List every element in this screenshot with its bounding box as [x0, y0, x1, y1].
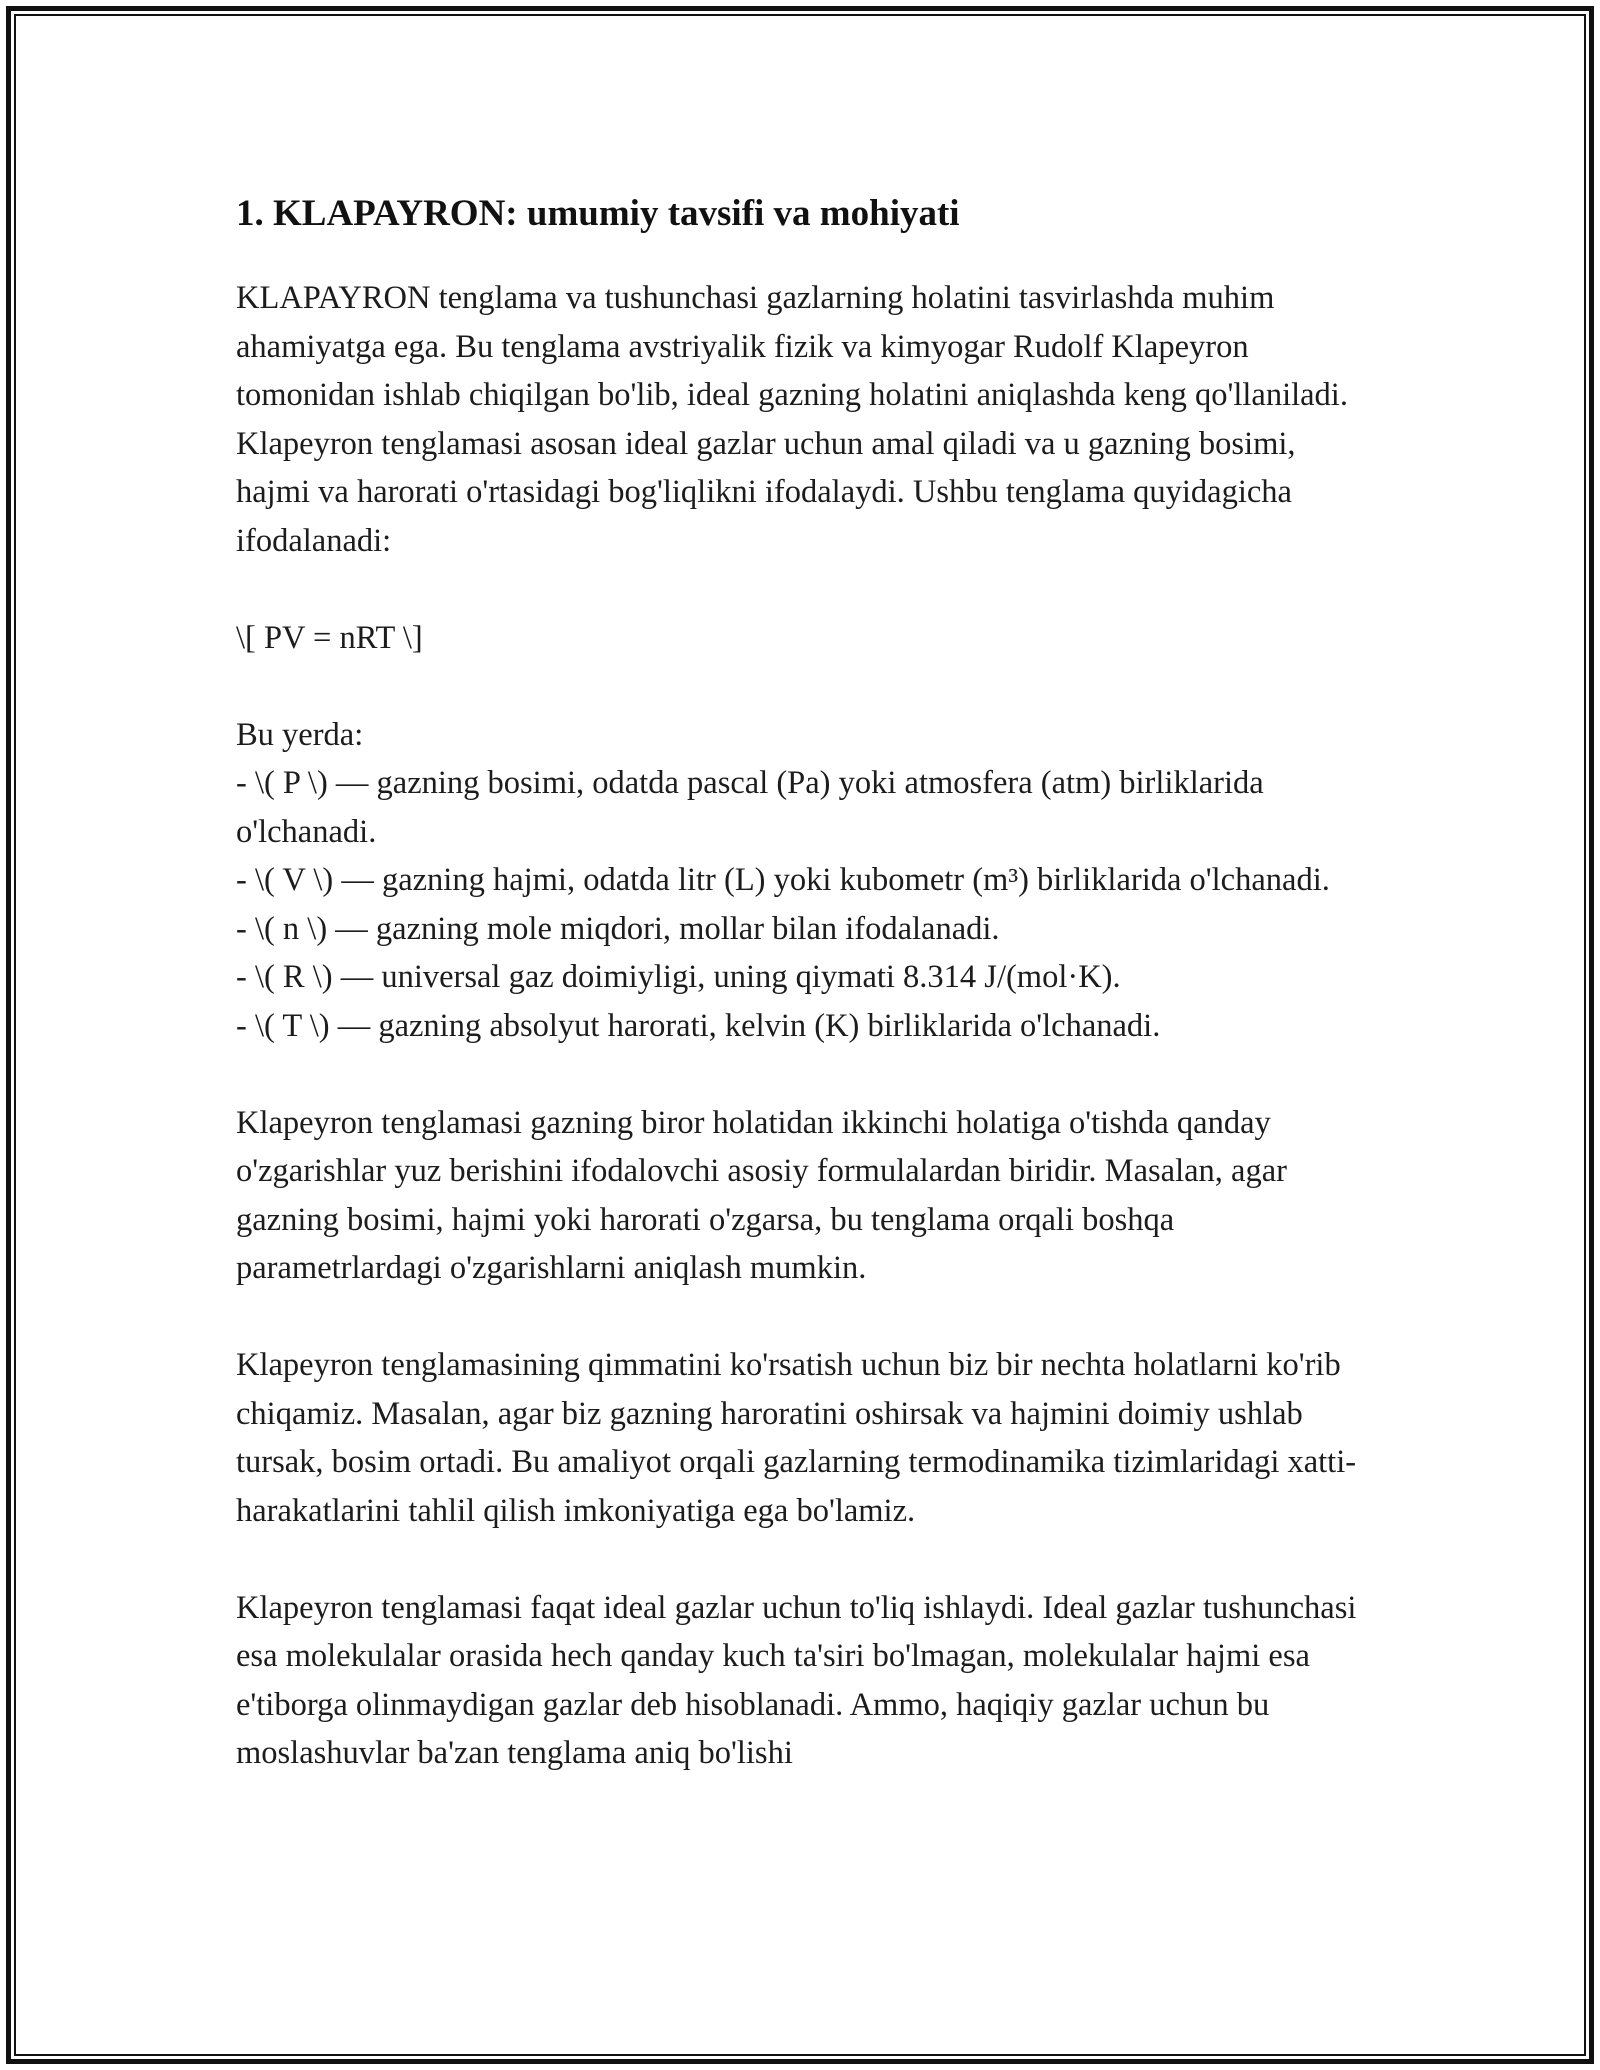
equation-line: \[ PV = nRT \] — [236, 619, 423, 656]
intro-paragraph: KLAPAYRON tenglama va tushunchasi gazlarning holatini tasvirlashda muhim ahamiyatga ega. Bu tenglama avstriyalik fizik va kimyogar Rudolf Klapeyron tomonidan ishlab chiqilgan bo'lib, ideal gazning holatini aniqlashda keng qo'llaniladi. Klapeyron tenglamasi asosan ideal gazlar uchun amal qiladi va u gazning bosimi, hajmi va harorati o'rtasidagi bog'liqlikni ifodalaydi. Ushbu tenglama quyidagicha ifodalanadi: — [236, 280, 1348, 559]
variable-item-t: - \( T \) — gazning absolyut harorati, kelvin (K) birliklarida o'lchanadi. — [236, 1007, 1161, 1044]
paragraph-spacer — [236, 1535, 1376, 1584]
variable-item-p: - \( P \) — gazning bosimi, odatda pascal (Pa) yoki atmosfera (atm) birliklarida o'lchanadi. — [236, 765, 1264, 850]
section-heading: 1. KLAPAYRON: umumiy tavsifi va mohiyati — [236, 193, 960, 234]
where-label: Bu yerda: — [236, 716, 364, 753]
variables-block — [236, 711, 1376, 1051]
variable-item-n: - \( n \) — gazning mole miqdori, mollar bilan ifodalanadi. — [236, 910, 1000, 947]
paragraph-spacer — [236, 662, 1376, 711]
body-paragraph-4: Klapeyron tenglamasi faqat ideal gazlar uchun to'liq ishlaydi. Ideal gazlar tushunchasi esa molekulalar orasida hech qanday kuch ta'siri bo'lmagan, molekulalar hajmi esa e'tiborga olinmaydigan gazlar deb hisoblanadi. Ammo, haqiqiy gazlar uchun bu moslashuvlar ba'zan tenglama aniq bo'lishi — [236, 1589, 1357, 1771]
variable-item-r: - \( R \) — universal gaz doimiyligi, uning qiymati 8.314 J/(mol·K). — [236, 959, 1121, 995]
variable-item-v: - \( V \) — gazning hajmi, odatda litr (L) yoki kubometr (m³) birliklarida o'lchanadi. — [236, 862, 1330, 898]
document-body — [236, 182, 1376, 1778]
body-paragraph-2: Klapeyron tenglamasi gazning biror holatidan ikkinchi holatiga o'tishda qanday o'zgarishlar yuz berishini ifodalovchi asosiy formulalardan biridir. Masalan, agar gazning bosimi, hajmi yoki harorati o'zgarsa, bu tenglama orqali boshqa parametrlardagi o'zgarishlarni aniqlash mumkin. — [236, 1104, 1287, 1286]
paragraph-spacer — [236, 565, 1376, 614]
body-paragraph-3: Klapeyron tenglamasining qimmatini ko'rsatish uchun biz bir nechta holatlarni ko'rib chiqamiz. Masalan, agar biz gazning haroratini oshirsak va hajmini doimiy ushlab tursak, bosim ortadi. Bu amaliyot orqali gazlarning termodinamika tizimlaridagi xatti-harakatlarini tahlil qilish imkoniyatiga ega bo'lamiz. — [236, 1347, 1357, 1529]
paragraph-spacer — [236, 1293, 1376, 1342]
paragraph-spacer — [236, 1050, 1376, 1099]
